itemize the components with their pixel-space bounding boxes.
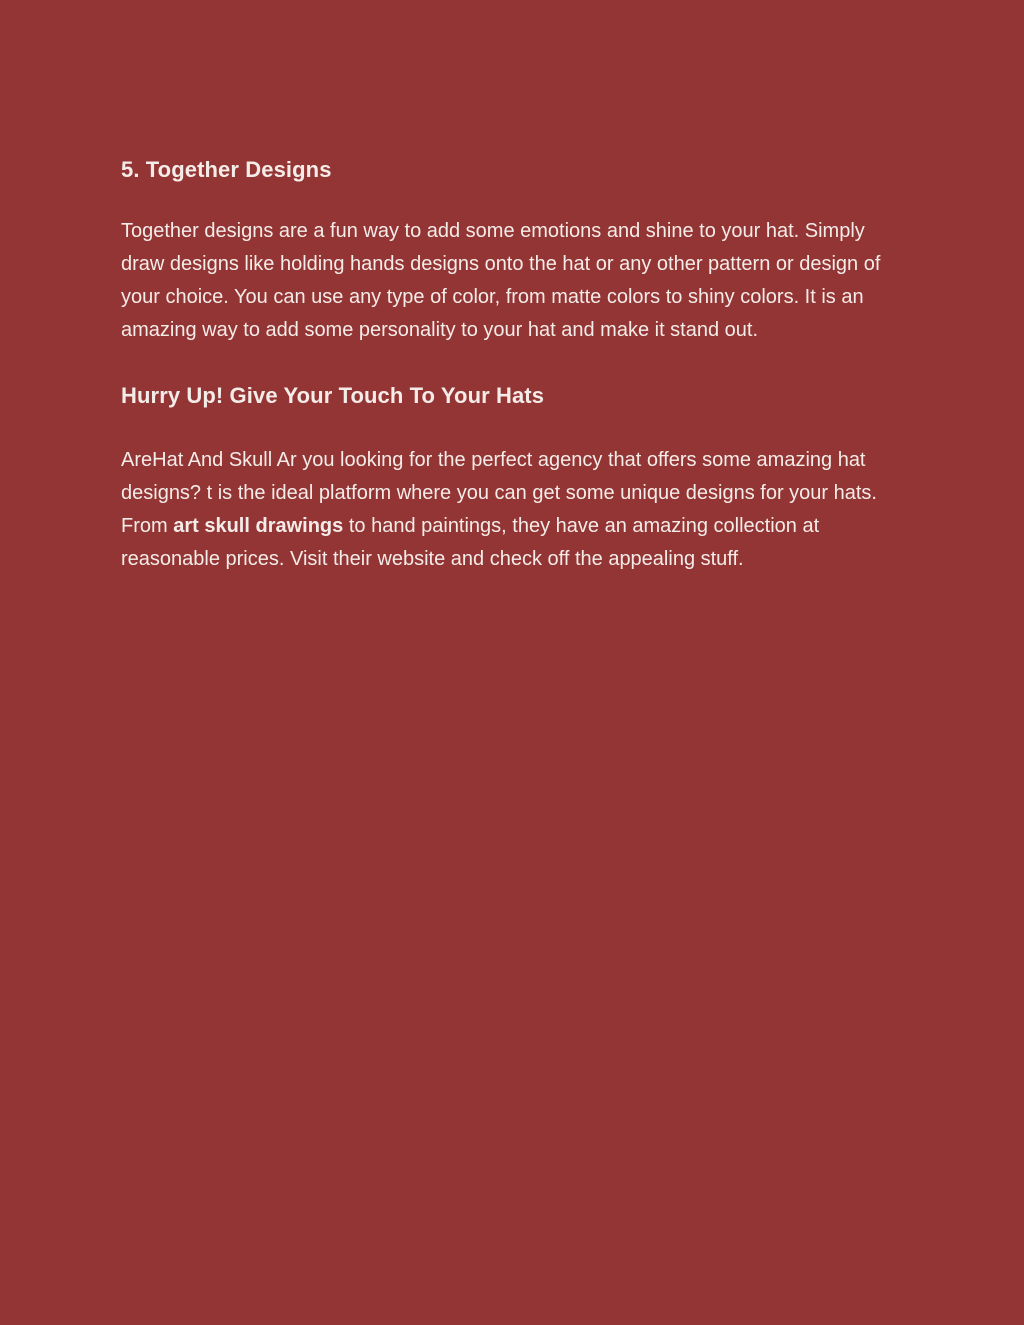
section-paragraph-together-designs: Together designs are a fun way to add some emotions and shine to your hat. Simply draw designs like holding hands designs onto the hat or any other pattern or design of your choice. You can use any type of color, from matte colors to shiny colors. It is an amazing way to add some personality to your hat and make it stand out.	[121, 220, 881, 341]
section-paragraph-hurry-up	[121, 444, 911, 576]
paragraph-text-start: AreHat And Skull Ar you looking for the perfect agency that offers some amazing hat designs? t is the ideal platform where you can get some unique designs for your hats. From	[121, 449, 877, 537]
paragraph-text-end: to hand paintings, they have an amazing collection at reasonable prices. Visit their website and check off the appealing stuff.	[121, 515, 820, 570]
art-skull-drawings-link[interactable]: art skull drawings	[173, 515, 344, 537]
section-heading-together-designs: 5. Together Designs	[121, 157, 332, 182]
page-content	[121, 150, 911, 576]
section-heading-hurry-up: Hurry Up! Give Your Touch To Your Hats	[121, 383, 545, 408]
